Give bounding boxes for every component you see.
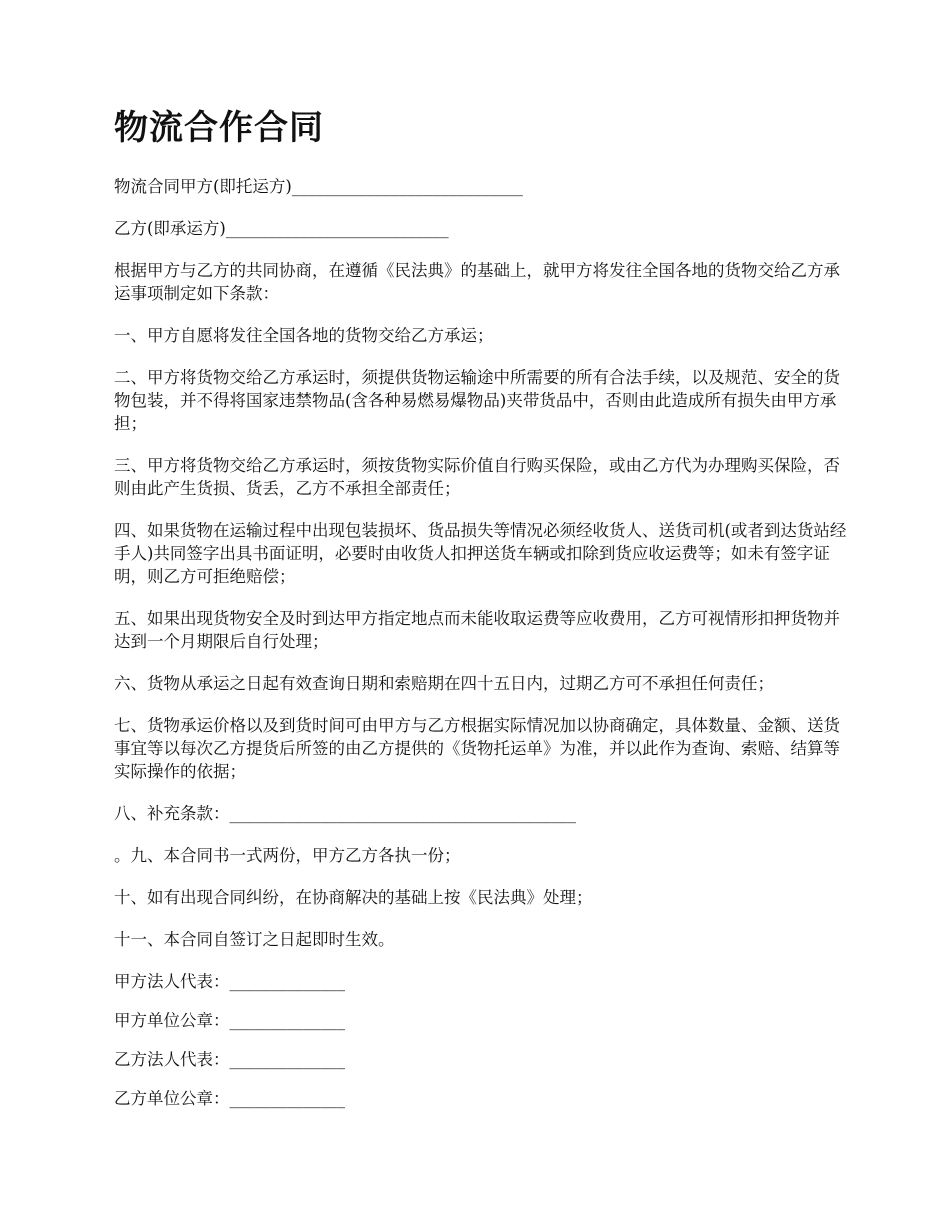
clause-3: 三、甲方将货物交给乙方承运时，须按货物实际价值自行购买保险，或由乙方代为办理购买保险，否则由此产生货损、货丢，乙方不承担全部责任； xyxy=(114,455,840,498)
clause-1: 一、甲方自愿将发往全国各地的货物交给乙方承运； xyxy=(114,325,494,345)
signature-party-a-seal: 甲方单位公章：______________ xyxy=(114,1010,345,1030)
document-title: 物流合作合同 xyxy=(114,108,324,148)
clause-8: 八、补充条款：__________________________________________ xyxy=(114,803,576,823)
signature-party-b-seal: 乙方单位公章：______________ xyxy=(114,1088,345,1108)
preamble: 根据甲方与乙方的共同协商，在遵循《民法典》的基础上，就甲方将发往全国各地的货物交给乙方承运事项制定如下条款： xyxy=(114,260,840,303)
clause-10: 十、如有出现合同纠纷，在协商解决的基础上按《民法典》处理； xyxy=(114,887,593,907)
party-b-line: 乙方(即承运方)___________________________ xyxy=(114,218,449,238)
clause-4: 四、如果货物在运输过程中出现包装损坏、货品损失等情况必须经收货人、送货司机(或者到达货站经手人)共同签字出具书面证明，必要时由收货人扣押送货车辆或扣除到货应收运费等；如未有签字证明，则乙方可拒绝赔偿； xyxy=(114,520,847,586)
clause-5: 五、如果出现货物安全及时到达甲方指定地点而未能收取运费等应收费用，乙方可视情形扣押货物并达到一个月期限后自行处理； xyxy=(114,608,840,651)
clause-6: 六、货物从承运之日起有效查询日期和索赔期在四十五日内，过期乙方可不承担任何责任； xyxy=(114,673,774,693)
clause-2: 二、甲方将货物交给乙方承运时，须提供货物运输途中所需要的所有合法手续，以及规范、安全的货物包装，并不得将国家违禁物品(含各种易燃易爆物品)夹带货品中，否则由此造成所有损失由甲方承担； xyxy=(114,367,840,433)
party-a-line: 物流合同甲方(即托运方)____________________________ xyxy=(114,176,523,196)
clause-9: 。九、本合同书一式两份，甲方乙方各执一份； xyxy=(114,845,461,865)
signature-party-a-representative: 甲方法人代表：______________ xyxy=(114,971,345,991)
clause-11: 十一、本合同自签订之日起即时生效。 xyxy=(114,929,395,949)
clause-7: 七、货物承运价格以及到货时间可由甲方与乙方根据实际情况加以协商确定，具体数量、金额、送货事宜等以每次乙方提货后所签的由乙方提供的《货物托运单》为准，并以此作为查询、索赔、结算等实际操作的依据； xyxy=(114,715,840,781)
signature-party-b-representative: 乙方法人代表：______________ xyxy=(114,1049,345,1069)
contract-page xyxy=(114,108,854,1126)
